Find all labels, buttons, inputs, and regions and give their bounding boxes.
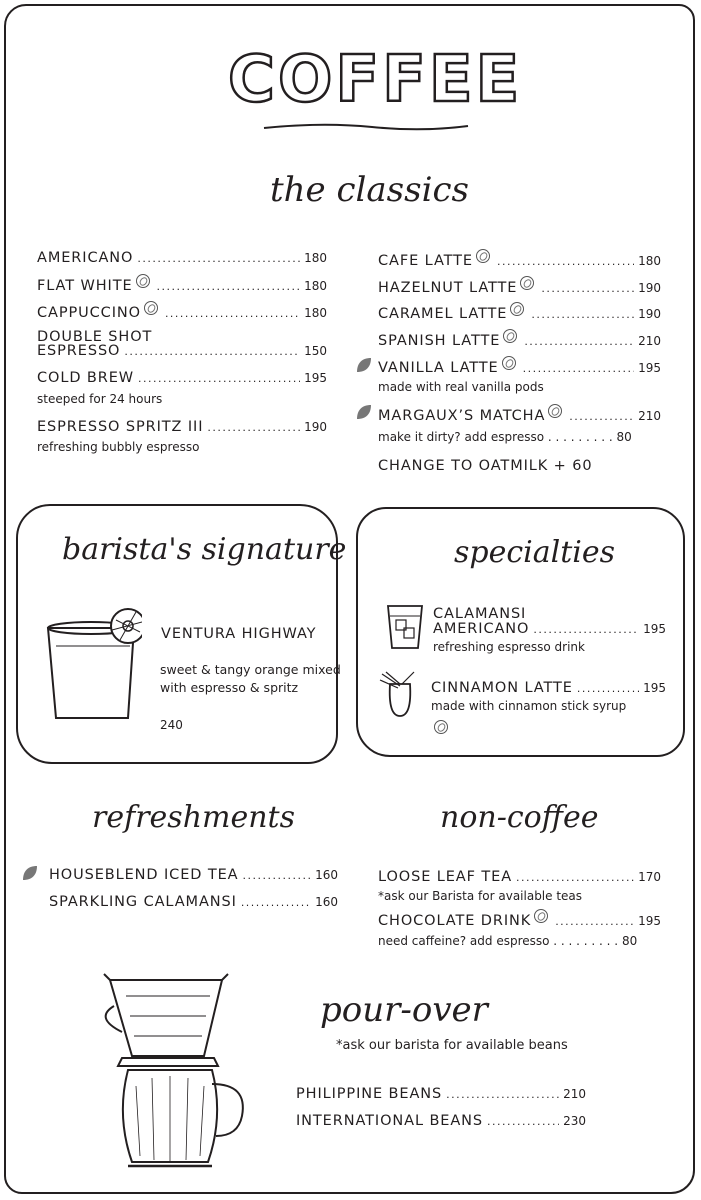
classics-heading: the classics xyxy=(270,170,469,210)
signature-desc-line1: sweet & tangy orange mixed xyxy=(160,662,341,677)
bean-icon xyxy=(534,909,548,923)
signature-heading: barista's signature xyxy=(62,532,347,567)
noncoffee-heading: non-coffee xyxy=(440,800,599,835)
vanilla-latte-note: made with real vanilla pods xyxy=(378,380,544,394)
menu-item-espresso-spritz: ESPRESSO SPRITZ III ..... 190 xyxy=(37,419,327,435)
leaf-icon xyxy=(356,404,372,420)
cinnamon-note: made with cinnamon stick syrup xyxy=(431,699,627,713)
calamansi-note: refreshing espresso drink xyxy=(433,640,585,654)
menu-title: COFFEE xyxy=(228,43,523,117)
pourover-note: *ask our barista for available beans xyxy=(336,1038,568,1053)
chocolate-note: need caffeine? add espresso . . . . . . . . . 80 xyxy=(378,934,638,948)
oatmilk-option: CHANGE TO OATMILK + 60 xyxy=(378,458,593,474)
menu-item-cappuccino: CAPPUCCINO ..... 180 xyxy=(37,303,327,321)
leaf-icon xyxy=(22,865,38,881)
menu-item-hazelnut-latte: HAZELNUT LATTE ..... 190 xyxy=(378,278,661,296)
signature-item-name: VENTURA HIGHWAY xyxy=(161,626,317,642)
menu-item-loose-leaf-tea: LOOSE LEAF TEA ..... 170 xyxy=(378,869,661,885)
menu-item-americano: AMERICANO ..... 180 xyxy=(37,250,327,266)
bean-icon xyxy=(510,302,524,316)
menu-item-flat-white: FLAT WHITE ..... 180 xyxy=(37,276,327,294)
menu-item-double-shot-espresso: ESPRESSO ..... 150 xyxy=(37,343,327,359)
specialty-cinnamon-latte: CINNAMON LATTE ..... 195 xyxy=(431,680,666,696)
iced-glass-illustration xyxy=(384,600,426,652)
bean-icon xyxy=(136,274,150,288)
specialties-heading: specialties xyxy=(454,535,616,570)
bean-icon xyxy=(434,720,448,734)
menu-item-chocolate-drink: CHOCOLATE DRINK ..... 195 xyxy=(378,911,661,929)
bean-icon xyxy=(144,301,158,315)
menu-item-philippine-beans: PHILIPPINE BEANS ..... 210 xyxy=(296,1086,586,1102)
menu-item-double-shot-label: DOUBLE SHOT xyxy=(37,329,153,345)
loose-leaf-note: *ask our Barista for available teas xyxy=(378,889,583,903)
bean-icon xyxy=(548,404,562,418)
espresso-spritz-note: refreshing bubbly espresso xyxy=(37,440,200,454)
menu-item-iced-tea: HOUSEBLEND ICED TEA ..... 160 xyxy=(49,867,338,883)
menu-item-margaux-matcha: MARGAUX’S MATCHA ..... 210 xyxy=(378,406,661,424)
specialty-calamansi-americano: AMERICANO ..... 195 xyxy=(433,621,666,637)
bean-icon xyxy=(502,356,516,370)
menu-item-sparkling-calamansi: SPARKLING CALAMANSI ..... 160 xyxy=(49,894,338,910)
signature-desc-line2: with espresso & spritz xyxy=(160,680,299,695)
menu-item-caramel-latte: CARAMEL LATTE ..... 190 xyxy=(378,304,661,322)
cinnamon-glass-illustration xyxy=(378,670,424,720)
refreshments-heading: refreshments xyxy=(92,800,295,835)
cold-brew-note: steeped for 24 hours xyxy=(37,392,163,406)
leaf-icon xyxy=(356,357,372,373)
signature-price: 240 xyxy=(160,718,183,732)
title-underline xyxy=(262,120,472,134)
menu-item-cold-brew: COLD BREW ..... 195 xyxy=(37,370,327,386)
menu-item-international-beans: INTERNATIONAL BEANS ..... 230 xyxy=(296,1113,586,1129)
pourover-heading: pour-over xyxy=(320,990,488,1030)
specialty-calamansi-label: CALAMANSI xyxy=(433,606,527,622)
bean-icon xyxy=(503,329,517,343)
pour-over-illustration xyxy=(92,966,252,1176)
menu-item-spanish-latte: SPANISH LATTE ..... 210 xyxy=(378,331,661,349)
bean-icon xyxy=(520,276,534,290)
spritz-glass-illustration xyxy=(42,606,142,724)
bean-icon xyxy=(476,249,490,263)
menu-item-vanilla-latte: VANILLA LATTE ..... 195 xyxy=(378,358,661,376)
matcha-note: make it dirty? add espresso . . . . . . . . . 80 xyxy=(378,430,632,444)
menu-item-cafe-latte: CAFE LATTE ..... 180 xyxy=(378,251,661,269)
